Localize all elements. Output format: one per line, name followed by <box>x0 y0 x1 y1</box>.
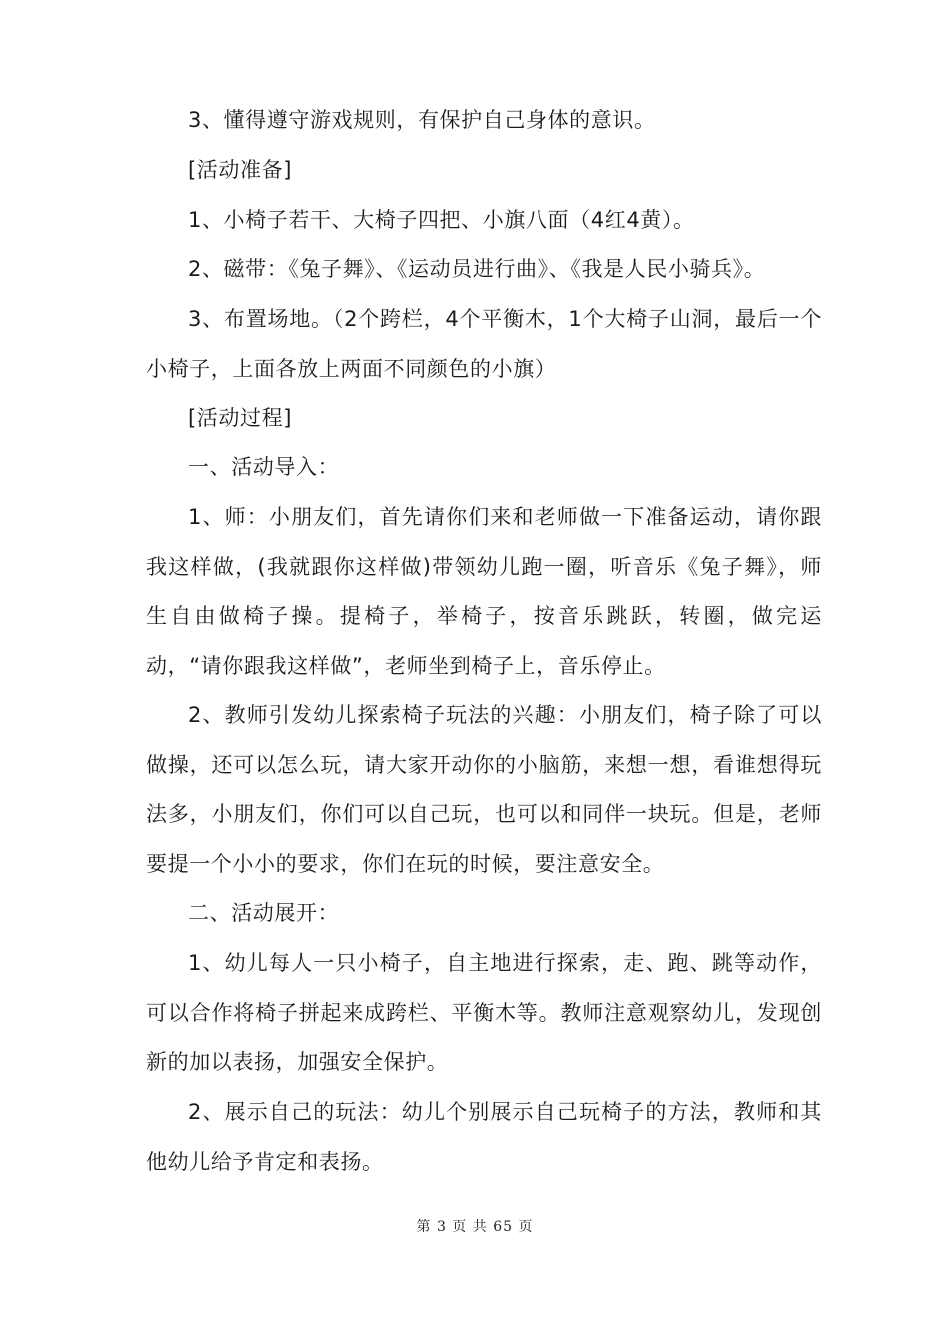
heading-activity-intro: 一、活动导入： <box>188 455 340 479</box>
page-number-footer: 第 3 页 共 65 页 <box>416 1219 534 1235</box>
paragraph-preparation-3: 3、布置场地。（2个跨栏，4个平衡木，1个大椅子山洞，最后一个小椅子，上面各放上两面不同颜色的小旗） <box>146 307 822 381</box>
paragraph-objective-3: 3、懂得遵守游戏规则，有保护自己身体的意识。 <box>188 108 656 132</box>
paragraph-intro-1: 1、师：小朋友们，首先请你们来和老师做一下准备运动，请你跟我这样做，(我就跟你这样做)带领幼儿跑一圈，听音乐《兔子舞》，师生自由做椅子操。提椅子，举椅子，按音乐跳跃，转圈，做完运动，“请你跟我这样做”，老师坐到椅子上，音乐停止。 <box>146 505 822 678</box>
heading-activity-development: 二、活动展开： <box>188 901 340 925</box>
paragraph-development-1: 1、幼儿每人一只小椅子，自主地进行探索，走、跑、跳等动作，可以合作将椅子拼起来成跨栏、平衡木等。教师注意观察幼儿，发现创新的加以表扬，加强安全保护。 <box>146 951 822 1074</box>
paragraph-preparation-2: 2、磁带：《兔子舞》、《运动员进行曲》、《我是人民小骑兵》。 <box>188 257 766 281</box>
heading-activity-process: [活动过程] <box>188 406 292 430</box>
heading-activity-preparation: [活动准备] <box>188 158 292 182</box>
paragraph-intro-2: 2、教师引发幼儿探索椅子玩法的兴趣：小朋友们，椅子除了可以做操，还可以怎么玩，请大家开动你的小脑筋，来想一想，看谁想得玩法多，小朋友们，你们可以自己玩，也可以和同伴一块玩。但是，老师要提一个小小的要求，你们在玩的时候，要注意安全。 <box>146 703 822 876</box>
paragraph-preparation-1: 1、小椅子若干、大椅子四把、小旗八面（4红4黄）。 <box>188 208 695 232</box>
paragraph-development-2: 2、展示自己的玩法：幼儿个别展示自己玩椅子的方法，教师和其他幼儿给予肯定和表扬。 <box>146 1100 822 1174</box>
